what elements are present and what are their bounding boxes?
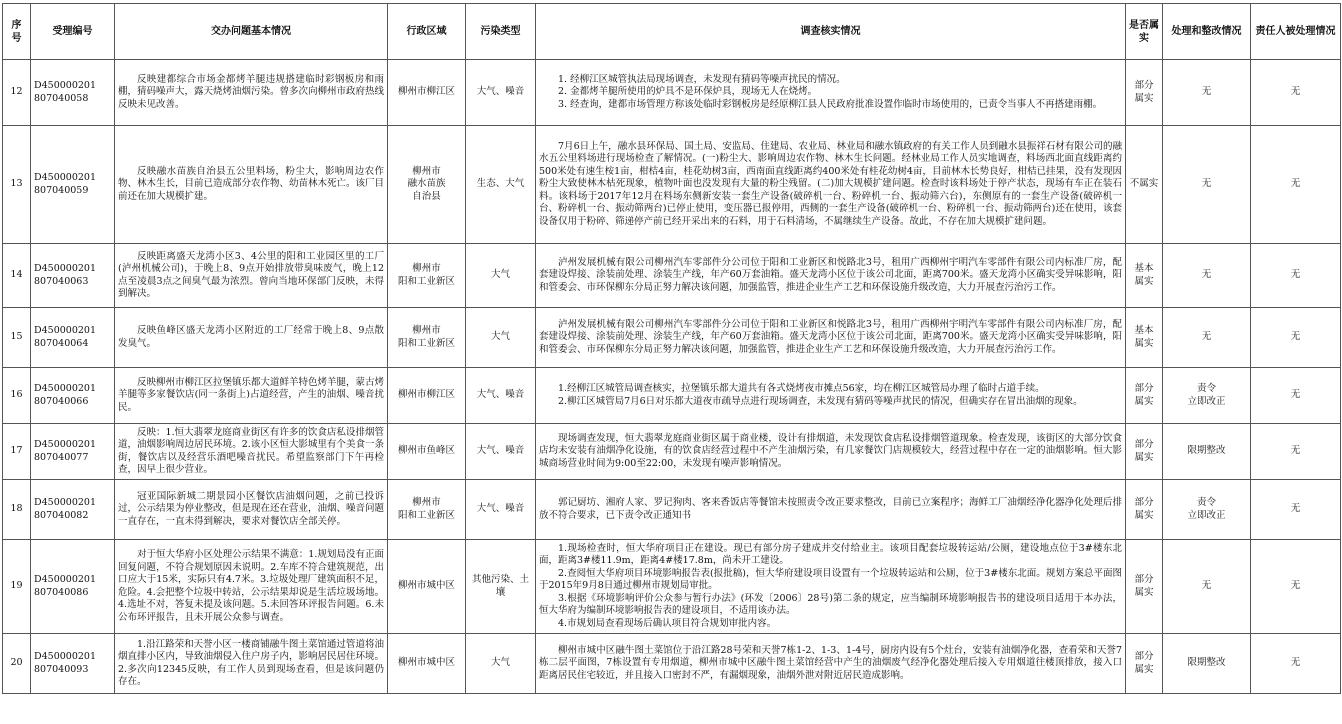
region-line: 柳州市	[412, 165, 441, 177]
region	[388, 634, 466, 694]
verified-line: 属实	[1134, 509, 1154, 521]
findings	[536, 126, 1126, 244]
case-id-line: 807040066	[34, 395, 89, 407]
case-id-line: 807040082	[34, 509, 89, 521]
header-accountability: 责任人被处理情况	[1251, 4, 1341, 60]
verified-line: 基本	[1134, 263, 1154, 274]
verified-line: 不属实	[1129, 178, 1159, 190]
pollution-type: 大气	[466, 308, 536, 368]
header-region: 行政区域	[388, 4, 466, 60]
row-number: 15	[3, 308, 31, 368]
case-id-line: 807040077	[34, 451, 89, 463]
verified-line: 属实	[1134, 586, 1154, 598]
handling-line: 无	[1201, 86, 1212, 98]
table-row	[3, 480, 1341, 540]
case-id-line: D450000201	[34, 497, 97, 508]
issue-paragraph: 反映鱼峰区盛天龙湾小区附近的工厂经常于晚上8、9点散发臭气。	[118, 325, 384, 349]
region-line: 柳州市城中区	[397, 580, 455, 592]
case-id	[31, 368, 115, 424]
case-id	[31, 634, 115, 694]
findings	[536, 60, 1126, 126]
table-row	[3, 540, 1341, 634]
pollution-type: 其他污染、土壤	[466, 540, 536, 634]
region-line: 自治县	[412, 190, 441, 202]
findings-paragraph: 泸州发展机械有限公司柳州汽车零部件分公司位于阳和工业新区和悦路北3号，租用广西柳州宇明汽车零部件有限公司内标准厂房，配套建设焊接、涂装前处理、涂装生产线，年产60万套油箱。盛天龙湾小区位于该公司北面，距离700米。盛天龙湾小区确实受异味影响，阳和管委会、市环保柳东分局正努力解决该问题，加强监管，推进企业生产工艺和环保设施升级改造，大力开展查污治污工作。	[539, 318, 1122, 355]
region-line: 阳和工业新区	[397, 509, 455, 521]
region-line: 柳州市柳江区	[397, 86, 455, 98]
handling-status	[1163, 480, 1251, 540]
findings-paragraph: 柳州市城中区融牛图土菜馆位于沿江路28号荣和天誉7栋1-2、1-3、1-4号，厨房内设有5个灶台，安装有油烟净化器，查看荣和天誉7栋二层平面图，7栋设置有专用烟道，柳州市城中区融牛图土菜馆经营中产生的油烟废气经净化器处理后接入专用烟道往楼顶排放，接入口距离居民住宅较近，并且接入口密封不严，有漏烟现象，油烟外泄对附近居民造成影响。	[539, 644, 1122, 681]
header-handling: 处理和整改情况	[1163, 4, 1251, 60]
findings-paragraph: 郭记厨坊、湘府人家、罗记狗肉、客来香饭店等餐馆未按照责令改正要求整改，目前已立案程序；海鲜工厂油烟经净化器净化处理后排放不符合要求，已下责令改正通知书	[539, 497, 1122, 521]
case-id-line: D450000201	[34, 574, 97, 585]
region-line: 柳州市柳江区	[397, 389, 455, 401]
issue-paragraph: 反映柳州市柳江区拉堡镇乐都大道鲜羊特色烤羊腿，蒙古烤羊腿等多家餐饮店(同一条街上)占道经营，产生的油烟、噪音扰民。	[118, 376, 385, 413]
header-pollution: 污染类型	[466, 4, 536, 60]
header-findings: 调查核实情况	[536, 4, 1126, 60]
issue-paragraph: 反映融水苗族自治县五公里料场，粉尘大，影响周边农作物、林木生长，目前已造成部分农作物、幼苗林木死亡。该厂目前还在加大规模扩建。	[118, 165, 385, 202]
row-number: 17	[3, 424, 31, 480]
issue-description	[115, 480, 388, 540]
case-id	[31, 480, 115, 540]
region	[388, 368, 466, 424]
accountability-status: 无	[1251, 60, 1341, 126]
findings	[536, 424, 1126, 480]
pollution-type: 大气、噪音	[466, 480, 536, 540]
verified-line: 属实	[1134, 663, 1154, 675]
handling-line: 立即改正	[1187, 509, 1226, 521]
accountability-status: 无	[1251, 634, 1341, 694]
verified-line: 部分	[1134, 574, 1154, 585]
region	[388, 60, 466, 126]
issue-description	[115, 368, 388, 424]
handling-line: 无	[1201, 178, 1212, 190]
handling-line: 责令	[1196, 497, 1216, 508]
region	[388, 244, 466, 308]
region	[388, 126, 466, 244]
row-number: 13	[3, 126, 31, 244]
verified-line: 属实	[1134, 337, 1154, 349]
verified-status	[1126, 126, 1163, 244]
findings-paragraph: 7月6日上午，融水县环保局、国土局、安监局、住建局、农业局、林业局和融水镇政府的有关工作人员到融水县振祥石材有限公司的融水五公里料场进行现场检查了解情况。(一)粉尘大、影响周边农作物、林木生长问题。经林业局工作人员实地调查，料场西北面直线距离约500米处有速生桉1亩，柑桔4亩，桂花幼树3亩，西南面直线距离约400米处有桂花幼树4亩，目前林木长势良好，柑桔已挂果，没有发现因粉尘大致使林木枯死现象，植物叶面也没发现有大量的粉尘残留。(二)加大规模扩建问题。检查时该料场处于停产状态，现场有车正在装石料。该料场于2017年12月在料场东侧新安装一套生产设备(破碎机一台、粉碎机一台、振动筛六台)，东侧原有的一套生产设备(破碎机一台、粉碎机一台、振动筛两台)已停止使用，变压器已报停用，西侧的一套生产设备(破碎机一台、粉碎机一台、振动筛两台)还在使用，该套设备仅用于粉碎、筛递停产前已经开采出来的石料，用于石料清场，不属继续生产设备。故此，不存在加大规模扩建问题。	[539, 140, 1122, 227]
issue-description	[115, 634, 388, 694]
case-id-line: 807040063	[34, 275, 89, 287]
issue-description	[115, 60, 388, 126]
findings-paragraph: 2. 金都烤羊腿所使用的炉具不是环保炉具，现场无人在烧烤。	[558, 86, 818, 98]
table-row	[3, 634, 1341, 694]
case-id	[31, 540, 115, 634]
region-line: 阳和工业新区	[397, 275, 455, 287]
issue-paragraph: 对于恒大华府小区处理公示结果不满意：1.规划局没有正面回复问题，不符合规划原因未说明。2.车库不符合建筑规范，出口应大于15米，实际只有4.7米。3.垃圾处理厂建筑面积不足，危险。4.会把整个垃圾中转站，公示结果却说是生活垃圾场地。4.选址不对，答复未提及该问题。5.未回答环评报告问题。6.未公布环评报告，且未开展公众参与调查。	[118, 549, 384, 623]
verified-status	[1126, 244, 1163, 308]
case-id-line: 807040093	[34, 663, 89, 675]
region	[388, 540, 466, 634]
verified-status	[1126, 634, 1163, 694]
header-row	[3, 4, 1341, 60]
case-id-line: D450000201	[34, 80, 97, 91]
findings	[536, 308, 1126, 368]
verified-line: 部分	[1134, 383, 1154, 394]
handling-status	[1163, 60, 1251, 126]
findings	[536, 480, 1126, 540]
handling-status	[1163, 634, 1251, 694]
handling-line: 无	[1201, 580, 1212, 592]
case-id-line: 807040086	[34, 586, 89, 598]
pollution-type: 大气	[466, 244, 536, 308]
handling-line: 无	[1201, 331, 1212, 343]
region-line: 柳州市鱼峰区	[397, 445, 455, 457]
verified-status	[1126, 424, 1163, 480]
handling-line: 责令	[1196, 383, 1216, 394]
findings-paragraph: 现场调查发现，恒大翡翠龙庭商业街区属于商业楼，设计有排烟道，未发现饮食店私设排烟管道现象。检查发现，该街区的大部分饮食店均未安装有油烟净化设施，有的饮食店经营过程中不产生油烟污染，有几家餐饮门店规模较大，经营过程中存在一定的油烟影响。恒大影城商场营业时间为9:00至22:00，未发现有噪声影响情况。	[539, 432, 1122, 469]
header-case-id: 受理编号	[31, 4, 115, 60]
case-id-line: D450000201	[34, 263, 97, 274]
findings-paragraph: 1.现场检查时，恒大华府项目正在建设。现已有部分房子建成并交付给业主。该项目配套垃圾转运站/公厕，建设地点位于3#楼东北面，距离3#楼11.9m，距离4#楼17.8m，尚未开工建设。	[539, 542, 1122, 567]
region-line: 柳州市城中区	[397, 657, 455, 669]
issue-paragraph: 反映距离盛天龙湾小区3、4公里的阳和工业园区里的工厂(泸州机械公司)，于晚上8、9点开始排放带臭味废气，晚上12点至凌晨3点之间臭气最为浓烈。曾向当地环保部门反映，未得到解决。	[118, 250, 384, 299]
case-id	[31, 60, 115, 126]
row-number: 12	[3, 60, 31, 126]
issue-paragraph: 冠亚国际新城二期景园小区餐饮店油烟问题，之前已投诉过，公示结果为停业整改，但是现在还在营业，油烟、噪音问题一直存在，一直未得到解决，要求对餐饮店全部关停。	[118, 490, 385, 527]
handling-line: 限期整改	[1187, 445, 1226, 457]
findings-paragraph: 2.查阅恒大华府项目环境影响报告表(报批稿)，恒大华府建设项目设置有一个垃圾转运站和公厕，位于3#楼东北面。规划方案总平面图于2015年9月8日通过柳州市规划局审批。	[539, 567, 1122, 592]
findings	[536, 634, 1126, 694]
region-line: 柳州市	[412, 325, 441, 336]
case-id	[31, 244, 115, 308]
verified-line: 部分	[1134, 80, 1154, 91]
case-id-line: D450000201	[34, 651, 97, 662]
issue-description	[115, 540, 388, 634]
case-id-line: 807040058	[34, 92, 89, 104]
handling-status	[1163, 368, 1251, 424]
row-number: 20	[3, 634, 31, 694]
verified-status	[1126, 540, 1163, 634]
header-issue: 交办问题基本情况	[115, 4, 388, 60]
case-id	[31, 424, 115, 480]
handling-status	[1163, 540, 1251, 634]
region-line: 阳和工业新区	[397, 337, 455, 349]
verified-status	[1126, 368, 1163, 424]
verified-line: 属实	[1134, 275, 1154, 287]
findings-paragraph: 2.柳江区城管局7月6日对乐都大道夜市疏导点进行现场调查，未发现有猜码等噪声扰民的情况，但确实存在冒出油烟的现象。	[558, 395, 1083, 407]
case-id-line: 807040064	[34, 337, 89, 349]
pollution-type: 生态、大气	[466, 126, 536, 244]
region	[388, 424, 466, 480]
accountability-status: 无	[1251, 540, 1341, 634]
issue-description	[115, 424, 388, 480]
region-line: 柳州市	[412, 263, 441, 274]
handling-line: 立即改正	[1187, 395, 1226, 407]
verified-line: 属实	[1134, 92, 1154, 104]
case-id-line: D450000201	[34, 439, 97, 450]
verified-line: 基本	[1134, 325, 1154, 336]
issue-paragraph: 反映建都综合市场金都烤羊腿违规搭建临时彩钢板房和雨棚，猜码噪声大，露天烧烤油烟污染。曾多次向柳州市政府热线反映未见改善。	[118, 73, 385, 110]
verified-status	[1126, 308, 1163, 368]
verified-line: 属实	[1134, 451, 1154, 463]
handling-status	[1163, 308, 1251, 368]
verified-status	[1126, 60, 1163, 126]
table-row	[3, 244, 1341, 308]
table-row	[3, 60, 1341, 126]
row-number: 16	[3, 368, 31, 424]
case-table	[2, 3, 1341, 694]
header-no: 序号	[3, 4, 31, 60]
issue-description	[115, 308, 388, 368]
row-number: 14	[3, 244, 31, 308]
findings-paragraph: 泸州发展机械有限公司柳州汽车零部件分公司位于阳和工业新区和悦路北3号，租用广西柳州宇明汽车零部件有限公司内标准厂房，配套建设焊接、涂装前处理、涂装生产线，年产60万套油箱。盛天龙湾小区位于该公司北面，距离700米。盛天龙湾小区确实受异味影响，阳和管委会、市环保柳东分局正努力解决该问题，加强监管，推进企业生产工艺和环保设施升级改造，大力开展查污治污工作。	[539, 256, 1122, 293]
region-line: 柳州市	[412, 497, 441, 508]
accountability-status: 无	[1251, 244, 1341, 308]
accountability-status: 无	[1251, 424, 1341, 480]
accountability-status: 无	[1251, 126, 1341, 244]
verified-line: 部分	[1134, 651, 1154, 662]
region	[388, 308, 466, 368]
findings-paragraph: 3.根据《环境影响评价公众参与暂行办法》(环发〔2006〕28号)第二条的规定，应当编制环境影响报告书的建设项目适用于本办法，恒大华府为编制环境影响报告表的建设项目，不适用该办法。	[539, 592, 1122, 617]
table-row	[3, 126, 1341, 244]
verified-line: 属实	[1134, 395, 1154, 407]
issue-description	[115, 244, 388, 308]
case-id-line: D450000201	[34, 325, 97, 336]
findings-paragraph: 3. 经查询，建都市场管理方称该处临时彩钢板房是经原柳江县人民政府批准设置作临时市场使用的，已责令当事人不再搭建雨棚。	[558, 98, 1103, 110]
header-verified: 是否属实	[1126, 4, 1163, 60]
pollution-type: 大气、噪音	[466, 424, 536, 480]
case-id	[31, 126, 115, 244]
table-row	[3, 368, 1341, 424]
case-id	[31, 308, 115, 368]
pollution-type: 大气、噪音	[466, 60, 536, 126]
row-number: 18	[3, 480, 31, 540]
accountability-status: 无	[1251, 368, 1341, 424]
accountability-status: 无	[1251, 480, 1341, 540]
handling-line: 限期整改	[1187, 657, 1226, 669]
case-id-line: D450000201	[34, 383, 97, 394]
findings-paragraph: 4.市规划局查看现场后确认项目符合规划审批内容。	[558, 617, 777, 629]
issue-paragraph: 反映：1.恒大翡翠龙庭商业街区有许多的饮食店私设排烟管道，油烟影响周边居民环境。2.该小区恒大影城里有个美食一条街，餐饮店以及经营乐酒吧噪音扰民。希望监察部门下午再检查，因早上很少营业。	[118, 426, 384, 475]
case-id-line: D450000201	[34, 172, 97, 183]
pollution-type: 大气	[466, 634, 536, 694]
verified-status	[1126, 480, 1163, 540]
handling-status	[1163, 126, 1251, 244]
issue-description	[115, 126, 388, 244]
findings-paragraph: 1. 经柳江区城管执法局现场调查，未发现有猜码等噪声扰民的情况。	[558, 73, 846, 85]
verified-line: 部分	[1134, 439, 1154, 450]
table-row	[3, 424, 1341, 480]
case-id-line: 807040059	[34, 184, 89, 196]
pollution-type: 大气、噪音	[466, 368, 536, 424]
handling-status	[1163, 424, 1251, 480]
issue-paragraph: 1.沿江路荣和天誉小区一楼商铺融牛图土菜馆通过管道将油烟直排小区内，导致油烟侵入住户房子内，影响居民居住环境。2.多次向12345反映，有工作人员到现场查看，但是该问题仍存在。	[118, 638, 385, 687]
accountability-status: 无	[1251, 308, 1341, 368]
row-number: 19	[3, 540, 31, 634]
findings	[536, 368, 1126, 424]
handling-status	[1163, 244, 1251, 308]
region-line: 融水苗族	[407, 178, 446, 190]
findings-paragraph: 1.经柳江区城管局调查核实，拉堡镇乐都大道共有各式烧烤夜市摊点56家，均在柳江区城管局办理了临时占道手续。	[558, 383, 1045, 394]
findings	[536, 540, 1126, 634]
verified-line: 部分	[1134, 497, 1154, 508]
handling-line: 无	[1201, 269, 1212, 281]
region	[388, 480, 466, 540]
findings	[536, 244, 1126, 308]
table-row	[3, 308, 1341, 368]
